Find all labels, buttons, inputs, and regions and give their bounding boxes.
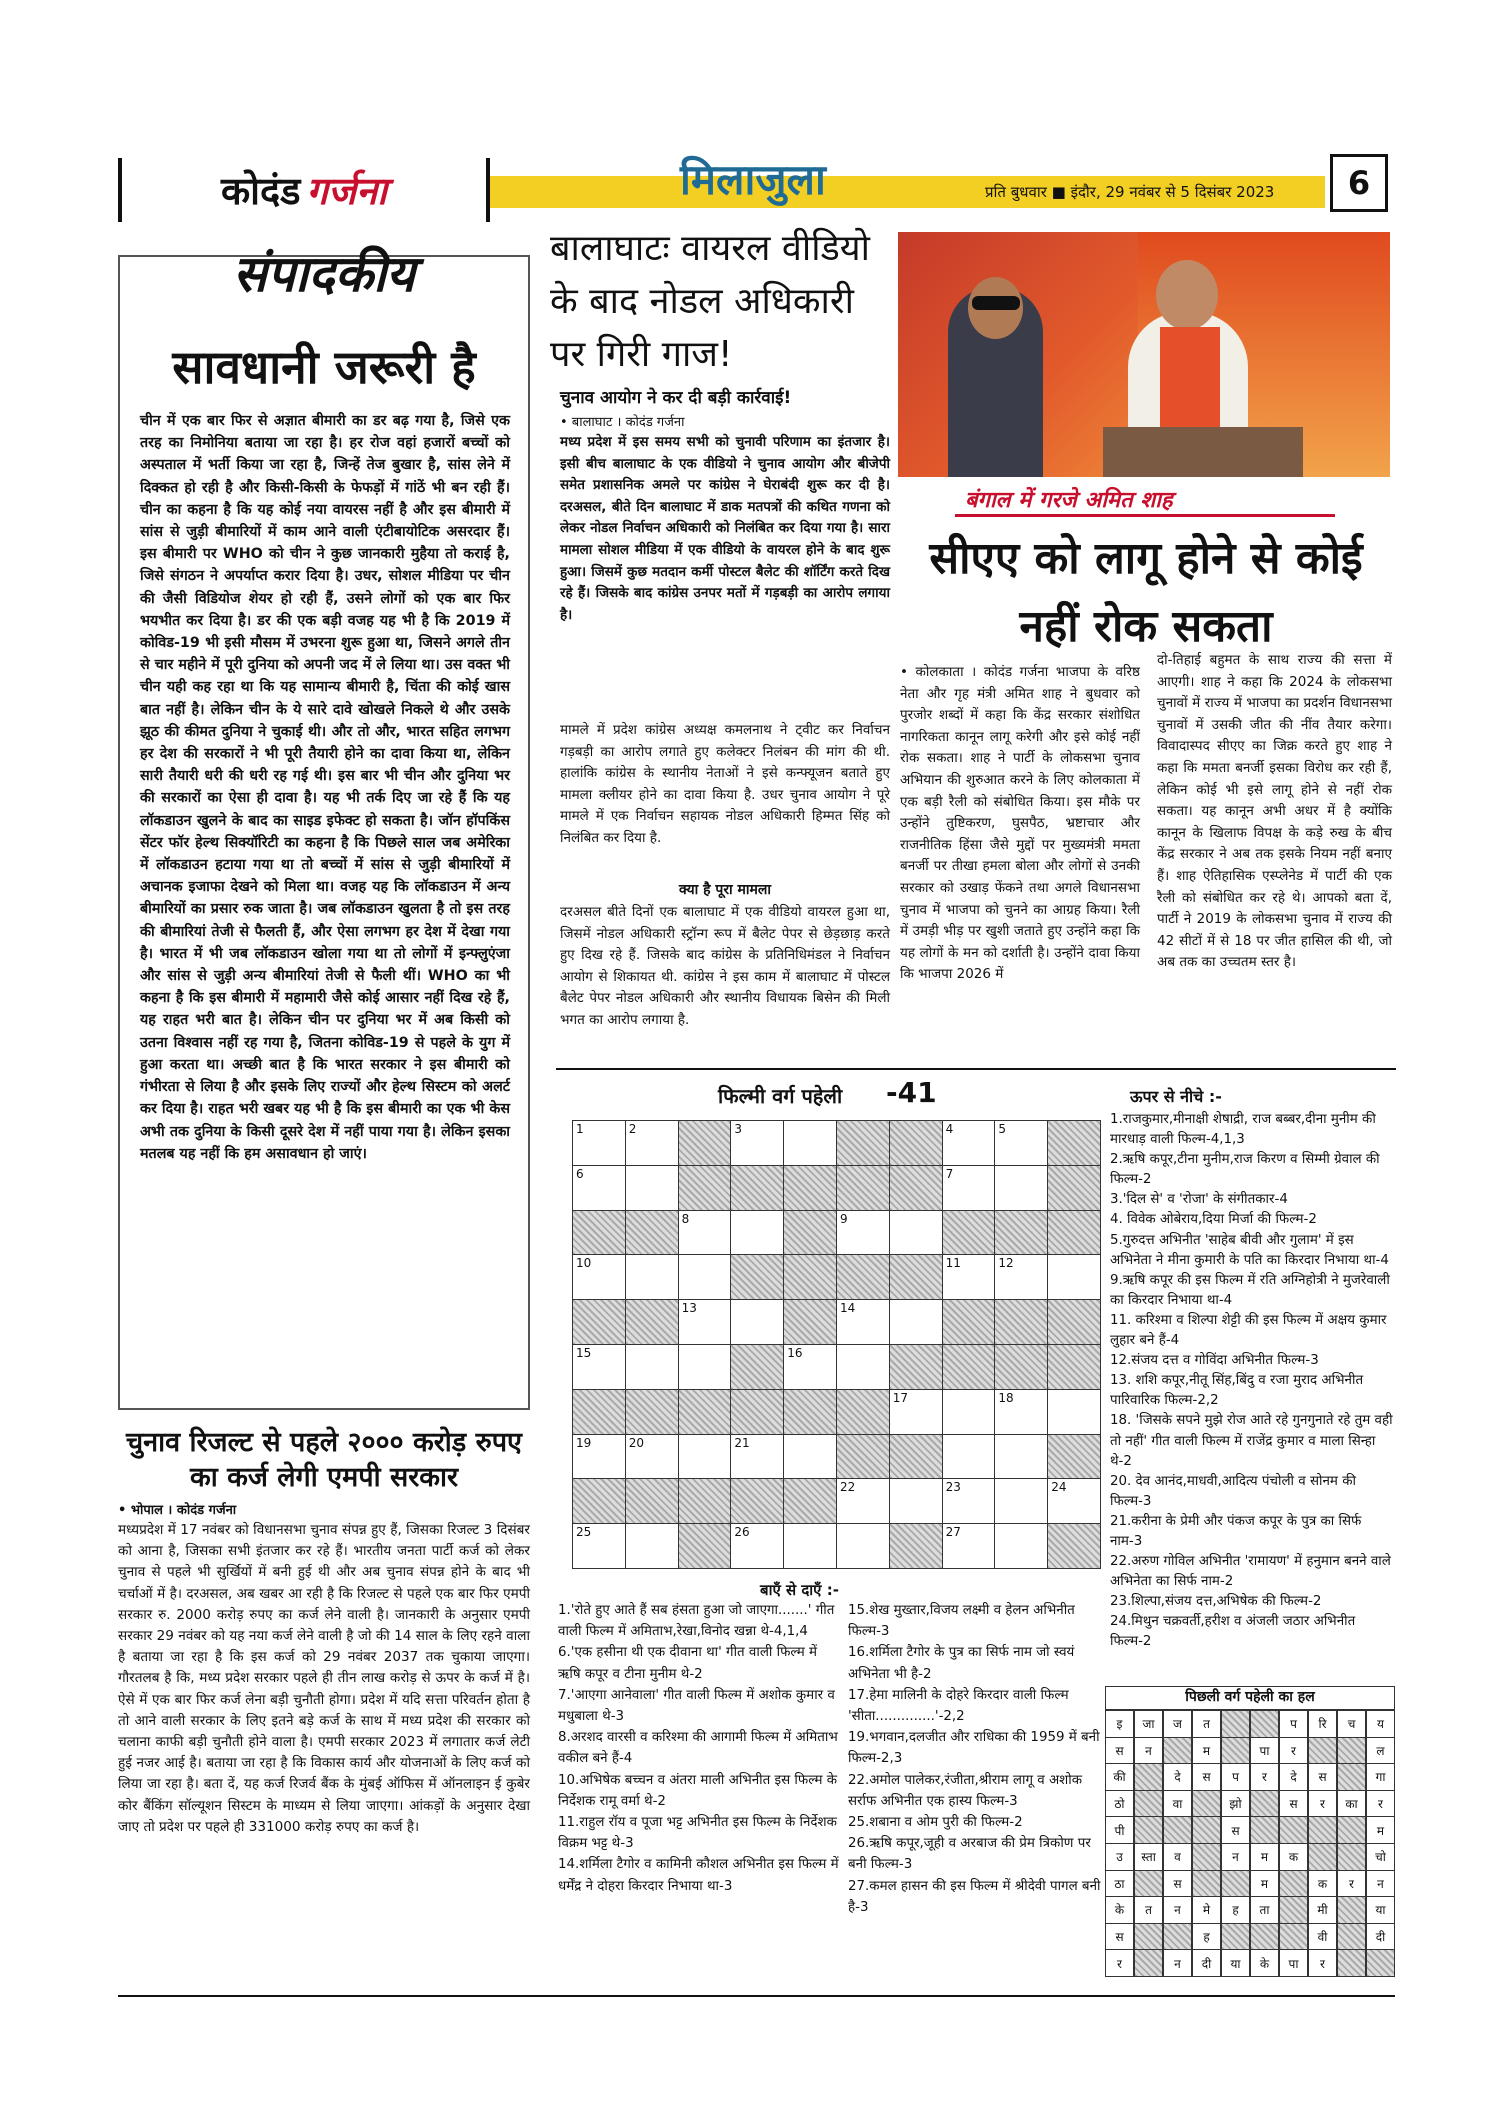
clue-item: 1.'रोते हुए आते हैं सब हंसता हुआ जो जाएगा.......' गीत वाली फिल्म में अमिताभ,रेखा,विनोद खन्ना थे-4,1,4 (558, 1603, 835, 1640)
solution-cell: म (1250, 1843, 1279, 1871)
crossword-cell (625, 1210, 679, 1256)
solution-cell: र (1308, 1790, 1337, 1818)
solution-cell: म (1366, 1816, 1395, 1844)
clue-item: 14.शर्मिला टैगोर व कामिनी कौशल अभिनीत इस फिल्म में धर्मेंद्र ने दोहरा किरदार निभाया था-3 (558, 1857, 839, 1894)
solution-cell (1134, 1763, 1163, 1791)
solution-cell: न (1366, 1870, 1395, 1898)
cell-number: 15 (576, 1346, 592, 1360)
solution-cell: ह (1221, 1896, 1250, 1924)
crossword-cell (942, 1254, 996, 1300)
cell-number: 2 (628, 1122, 637, 1136)
crossword-cell (994, 1120, 1048, 1166)
solution-cell (1279, 1896, 1308, 1924)
crossword-cell (889, 1120, 943, 1166)
crossword-cell (889, 1389, 943, 1435)
cell-number: 5 (998, 1122, 1007, 1136)
balaghat-byline: • बालाघाट । कोदंड गर्जना (560, 415, 685, 430)
shah-column-1: • कोलकाता । कोदंड गर्जना भाजपा के वरिष्ठ नेता और गृह मंत्री अमित शाह ने बुधवार को पुरजोर शब्दों में कहा कि केंद्र सरकार संशोधित नागरिकता कानून लागू करेगी और इसे कोई नहीं रोक सकता। शाह ने पार्टी के लोकसभा चुनाव अभियान की शुरुआत करने के लिए कोलकाता में एक बड़ी रैली को संबोधित किया। इस मौके पर उन्होंने तुष्टिकरण, घुसपैठ, भ्रष्टाचार और राजनीतिक हिंसा जैसे मुद्दों पर मुख्यमंत्री ममता बनर्जी पर तीखा हमला बोला और लोगों से उनकी सरकार को उखाड़ फेंकने तथा अगले विधानसभा चुनाव में भाजपा को चुनने का आग्रह किया। रैली में उमड़ी भीड़ पर खुशी जताते हुए उन्होंने कहा कि यह लोगों के मन को दर्शाती है। उन्होंने दावा किया कि भाजपा 2026 में (900, 664, 1140, 983)
clue-item: 6.'एक हसीना थी एक दीवाना था' गीत वाली फिल्म में ऋषि कपूर व टीना मुनीम थे-2 (558, 1645, 817, 1682)
clue-item: 22.अरुण गोविल अभिनीत 'रामायण' में हनुमान बनने वाले अभिनेता का सिर्फ नाम-2 (1110, 1554, 1391, 1590)
crossword-number: -41 (886, 1076, 937, 1109)
solution-cell (1308, 1816, 1337, 1844)
solution-cell (1163, 1923, 1192, 1951)
solution-cell (1337, 1737, 1366, 1765)
clue-item: 1.राजकुमार,मीनाक्षी शेषाद्री, राज बब्बर,दीना मुनीम की मारधाड़ वाली फिल्म-4,1,3 (1110, 1112, 1376, 1148)
crossword-cell (730, 1165, 784, 1211)
crossword-cell (889, 1299, 943, 1345)
cell-number: 24 (1051, 1480, 1067, 1495)
cell-number: 11 (945, 1256, 961, 1271)
crossword-cell (678, 1523, 732, 1569)
crossword-cell (942, 1299, 996, 1345)
cell-number: 13 (681, 1301, 697, 1316)
kicker-underline (955, 514, 1335, 517)
solution-cell: के (1105, 1896, 1134, 1924)
crossword-cell (1047, 1254, 1101, 1300)
crossword-cell (1047, 1389, 1101, 1435)
crossword-cell (1047, 1344, 1101, 1390)
solution-cell: रि (1308, 1710, 1337, 1738)
solution-cell: ता (1250, 1896, 1279, 1924)
clue-item: 26.ऋषि कपूर,जूही व अरबाज की प्रेम त्रिकोण पर बनी फिल्म-3 (848, 1836, 1091, 1873)
cell-number: 1 (576, 1122, 584, 1136)
across-clues-left (558, 1600, 843, 1897)
solution-cell: दे (1279, 1763, 1308, 1791)
crossword-cell (678, 1254, 732, 1300)
solution-cell: दी (1366, 1923, 1395, 1951)
crossword-cell (625, 1299, 679, 1345)
cell-number: 17 (892, 1390, 909, 1405)
mp-story-body: मध्यप्रदेश में 17 नवंबर को विधानसभा चुनाव संपन्न हुए हैं, जिसका रिजल्ट 3 दिसंबर को आना है, जिसका सभी इंतजार कर रहे हैं। भारतीय जनता पार्टी कर्ज को लेकर चुनाव से पहले भी सुर्खियों में बनी हुई थी और अब चुनाव संपन्न होने के बाद भी चर्चाओं में है। दरअसल, अब खबर आ रही है कि रिजल्ट से पहले एक बार फिर एमपी सरकार रु. 2000 करोड़ रुपए का कर्ज लेने वाली है। जानकारी के अनुसार एमपी सरकार 29 नवंबर को यह नया कर्ज लेने वाली है जो की 14 साल के लिए रहने वाला है बताया जा रहा है कि इस कर्ज को 29 नवंबर 2037 तक चुकाया जाएगा। गौरतलब है कि, मध्य प्रदेश सरकार पहले ही तीन लाख करोड़ से ऊपर के कर्ज में है। ऐसे में एक बार फिर कर्ज लेना बड़ी चुनौती होगा। प्रदेश में यदि सत्ता परिवर्तन होता है तो आने वाली सरकार के लिए इतने बड़े कर्ज के साथ में मध्य प्रदेश की सरकार को चलाना काफी बड़ी चुनौती होने वाला है। एमपी सरकार 2023 में लगातार कर्ज लेटी हुई नजर आई है। बताया जा रहा है कि विकास कार्य और योजनाओं के लिए कर्ज को लिया जा रहा है। बता दें, यह कर्ज रिजर्व बैंक के मुंबई ऑफिस में ऑनलाइन ई कुबेर कोर बैंकिंग सॉल्यूशन सिस्टम के माध्यम से लिया जाएगा। आंकड़ों के अनुसार देखा जाए तो प्रदेश पर पहले ही 331000 करोड़ रुपए का कर्ज है। (118, 1522, 530, 1835)
solution-cell (1308, 1843, 1337, 1871)
brand-part2: गर्जना (306, 169, 388, 213)
solution-cell: र (1250, 1763, 1279, 1791)
balaghat-lead: मध्य प्रदेश में इस समय सभी को चुनावी परिणाम का इंतजार है। इसी बीच बालाघाट के एक वीडियो ने चुनाव आयोग और बीजेपी समेत प्रशासनिक अमले पर कांग्रेस ने घेराबंदी शुरू कर दी है। दरअसल, बीते दिन बालाघाट में डाक मतपत्रों की कथित गणना को लेकर नोडल निर्वाचन अधिकारी को निलंबित कर दिया गया है। सारा मामला सोशल मीडिया में एक वीडियो के वायरल होने के बाद शुरू हुआ। जिसमें कुछ मतदान कर्मी पोस्टल बैलेट की शॉर्टिंग करते दिख रहे हैं। जिसके बाद कांग्रेस उनपर मतों में गड़बड़ी का आरोप लगाया है। (560, 434, 890, 623)
solution-cell: स (1221, 1816, 1250, 1844)
solution-cell: प (1221, 1763, 1250, 1791)
crossword-cell (678, 1434, 732, 1480)
crossword-cell (836, 1523, 890, 1569)
solution-cell (1134, 1870, 1163, 1898)
solution-cell (1337, 1896, 1366, 1924)
crossword-cell (836, 1165, 890, 1211)
across-clues-title: बाएँ से दाएँ :- (760, 1581, 839, 1599)
clue-item: 5.गुरुदत्त अभिनीत 'साहेब बीवी और गुलाम' में इस अभिनेता ने मीना कुमारी के पति का किरदार निभाया था-4 (1110, 1232, 1389, 1268)
crossword-cell (625, 1434, 679, 1480)
crossword-cell (942, 1389, 996, 1435)
crossword-cell (942, 1523, 996, 1569)
solution-cell: च (1337, 1710, 1366, 1738)
cell-number: 12 (998, 1256, 1014, 1271)
solution-cell: ह (1192, 1923, 1221, 1951)
across-clues-right (848, 1600, 1106, 1918)
crossword-cell (1047, 1299, 1101, 1345)
crossword-cell (730, 1120, 784, 1166)
crossword-cell (783, 1389, 837, 1435)
crossword-cell (625, 1523, 679, 1569)
editorial-title: सावधानी जरूरी है (172, 340, 476, 394)
crossword-cell (783, 1523, 837, 1569)
solution-cell: ज (1163, 1710, 1192, 1738)
crossword-cell (730, 1210, 784, 1256)
crossword-cell (836, 1389, 890, 1435)
solution-cell: मे (1192, 1896, 1221, 1924)
shah-column-2: दो-तिहाई बहुमत के साथ राज्य की सत्ता में आएगी। शाह ने कहा कि 2024 के लोकसभा चुनावों में राज्य में भाजपा का प्रदर्शन विधानसभा चुनावों में उसकी जीत की नींव तैयार करेगा। विवादास्पद सीएए का जिक्र करते हुए शाह ने कहा कि ममता बनर्जी इसका विरोध कर रही हैं, लेकिन कोई भी इसे लागू होने से नहीं रोक सकता। यह कानून अभी अधर में है क्योंकि कानून के खिलाफ विपक्ष के कड़े रुख के बीच केंद्र सरकार ने अब तक इसके नियम नहीं बनाए हैं। शाह ऐतिहासिक एस्प्लेनेड में पार्टी की एक रैली को संबोधित कर रहे थे। आपको बता दें, पार्टी ने 2019 के लोकसभा चुनाव में राज्य की 42 सीटों में से 18 पर जीत हासिल की थी, जो अब तक का उच्चतम स्तर है। (1157, 652, 1392, 971)
solution-cell: के (1250, 1949, 1279, 1977)
solution-cell (1192, 1790, 1221, 1818)
crossword-cell (1047, 1523, 1101, 1569)
crossword-cell (994, 1344, 1048, 1390)
crossword-top-rule (556, 1068, 1396, 1070)
crossword-cell (678, 1389, 732, 1435)
clue-item: 13. शशि कपूर,नीतू सिंह,बिंदु व रजा मुराद अभिनीत पारिवारिक फिल्म-2,2 (1110, 1373, 1364, 1409)
solution-cell: ल (1366, 1737, 1395, 1765)
crossword-cell (678, 1344, 732, 1390)
solution-cell (1279, 1816, 1308, 1844)
crossword-cell (625, 1165, 679, 1211)
cell-number: 10 (576, 1256, 592, 1271)
solution-cell (1337, 1763, 1366, 1791)
cell-number: 9 (840, 1211, 848, 1226)
clue-item: 25.शबाना व ओम पुरी की फिल्म-2 (848, 1815, 1023, 1831)
crossword-cell (836, 1299, 890, 1345)
crossword-cell (942, 1478, 996, 1524)
crossword-grid (572, 1120, 1100, 1568)
rally-photo (898, 232, 1390, 477)
solution-cell: ठा (1105, 1870, 1134, 1898)
solution-cell (1134, 1816, 1163, 1844)
crossword-cell (942, 1434, 996, 1480)
solution-cell: य (1366, 1710, 1395, 1738)
crossword-cell (994, 1434, 1048, 1480)
solution-cell: स्ता (1134, 1843, 1163, 1871)
cell-number: 8 (681, 1211, 690, 1226)
crossword-cell (889, 1165, 943, 1211)
crossword-cell (678, 1120, 732, 1166)
crossword-cell (1047, 1434, 1101, 1480)
solution-cell (1279, 1870, 1308, 1898)
solution-cell: जा (1134, 1710, 1163, 1738)
crossword-cell (572, 1344, 626, 1390)
crossword-cell (783, 1165, 837, 1211)
crossword-cell (783, 1299, 837, 1345)
crossword-cell (889, 1478, 943, 1524)
solution-cell: न (1163, 1949, 1192, 1977)
solution-cell: इ (1105, 1710, 1134, 1738)
crossword-cell (572, 1165, 626, 1211)
cell-number: 20 (628, 1435, 645, 1450)
solution-cell (1250, 1816, 1279, 1844)
clue-item: 17.हेमा मालिनी के दोहरे किरदार वाली फिल्म 'सीता..............'-2,2 (848, 1687, 1069, 1725)
crossword-cell (730, 1523, 784, 1569)
solution-cell: स (1163, 1870, 1192, 1898)
solution-cell: र (1308, 1949, 1337, 1977)
solution-cell (1337, 1816, 1366, 1844)
solution-cell: र (1279, 1737, 1308, 1765)
clue-item: 27.कमल हासन की इस फिल्म में श्रीदेवी पागल बनी है-3 (848, 1878, 1101, 1915)
dateline: प्रति बुधवार ■ इंदौर, 29 नवंबर से 5 दिसंबर 2023 (985, 183, 1275, 201)
solution-cell: ठो (1105, 1790, 1134, 1818)
crossword-cell (625, 1478, 679, 1524)
solution-cell: मी (1308, 1896, 1337, 1924)
cell-number: 14 (840, 1301, 856, 1316)
solution-cell: स (1105, 1737, 1134, 1765)
solution-cell: व (1163, 1843, 1192, 1871)
solution-cell: र (1366, 1790, 1395, 1818)
solution-cell: म (1192, 1737, 1221, 1765)
solution-cell (1134, 1949, 1163, 1977)
crossword-cell (942, 1210, 996, 1256)
crossword-cell (836, 1120, 890, 1166)
crossword-cell (1047, 1210, 1101, 1256)
crossword-cell (572, 1523, 626, 1569)
clue-item: 11. करिश्मा व शिल्पा शेट्टी की इस फिल्म में अक्षय कुमार लुहार बने हैं-4 (1110, 1312, 1387, 1349)
crossword-cell (783, 1254, 837, 1300)
clue-item: 15.शेख मुख्तार,विजय लक्ष्मी व हेलन अभिनीत फिल्म-3 (848, 1603, 1075, 1640)
solution-cell (1250, 1923, 1279, 1951)
crossword-cell (783, 1478, 837, 1524)
solution-cell: स (1192, 1763, 1221, 1791)
crossword-cell (994, 1299, 1048, 1345)
solution-cell: प (1279, 1710, 1308, 1738)
clue-item: 11.राहुल रॉय व पूजा भट्ट अभिनीत इस फिल्म के निर्देशक विक्रम भट्ट थे-3 (558, 1815, 837, 1852)
crossword-cell (942, 1165, 996, 1211)
cell-number: 21 (734, 1435, 750, 1450)
clue-item: 9.ऋषि कपूर की इस फिल्म में रति अग्निहोत्री ने मुजरेवाली का किरदार निभाया था-4 (1110, 1272, 1390, 1308)
crossword-cell (994, 1210, 1048, 1256)
cell-number: 25 (576, 1525, 592, 1540)
crossword-cell (572, 1389, 626, 1435)
solution-cell: क (1279, 1843, 1308, 1871)
solution-cell (1163, 1737, 1192, 1765)
solution-cell: र (1337, 1870, 1366, 1898)
solution-cell: या (1366, 1896, 1395, 1924)
solution-cell (1192, 1870, 1221, 1898)
clue-item: 10.अभिषेक बच्चन व अंतरा माली अभिनीत इस फिल्म के निर्देशक रामू वर्मा थे-2 (558, 1772, 838, 1809)
crossword-cell (572, 1254, 626, 1300)
solution-cell (1308, 1737, 1337, 1765)
solution-cell: पा (1250, 1737, 1279, 1765)
solution-cell (1337, 1923, 1366, 1951)
crossword-cell (730, 1389, 784, 1435)
cell-number: 23 (945, 1480, 961, 1495)
clue-item: 19.भगवान,दलजीत और राधिका की 1959 में बनी फिल्म-2,3 (848, 1730, 1100, 1767)
solution-grid (1105, 1686, 1395, 1976)
crossword-cell (836, 1344, 890, 1390)
cell-number: 7 (945, 1166, 954, 1181)
solution-cell: वा (1163, 1790, 1192, 1818)
crossword-cell (572, 1434, 626, 1480)
shah-kicker: बंगाल में गरजे अमित शाह (965, 488, 1173, 513)
crossword-cell (994, 1254, 1048, 1300)
cell-number: 18 (998, 1390, 1014, 1405)
solution-cell: स (1279, 1790, 1308, 1818)
balaghat-para2: मामले में प्रदेश कांग्रेस अध्यक्ष कमलनाथ ने ट्वीट कर निर्वाचन गड़बड़ी का आरोप लगाते हुए कलेक्टर निलंबन की मांग की थी. हालांकि कांग्रेस के स्थानीय नेताओं ने इसे कन्फ्यूजन बताते हुए मामला क्लीयर होने का दावा किया है. उधर चुनाव आयोग ने पूरे मामले में एक निर्वाचन सहायक नोडल अधिकारी हिम्मत सिंह को निलंबित कर दिया है. (560, 722, 890, 846)
clue-item: 16.शर्मिला टैगोर के पुत्र का सिर्फ नाम जो स्वयं अभिनेता भी है-2 (848, 1645, 1075, 1682)
crossword-cell (994, 1478, 1048, 1524)
crossword-cell (730, 1299, 784, 1345)
crossword-cell (678, 1299, 732, 1345)
solution-cell (1134, 1790, 1163, 1818)
crossword-cell (889, 1254, 943, 1300)
solution-cell (1337, 1949, 1366, 1977)
page-number: 6 (1330, 154, 1388, 212)
clue-item: 4. विवेक ओबेराय,दिया मिर्जा की फिल्म-2 (1110, 1212, 1317, 1228)
solution-cell: उ (1105, 1843, 1134, 1871)
balaghat-title: बालाघाटः वायरल वीडियो के बाद नोडल अधिकारी पर गिरी गाज! (550, 228, 870, 375)
crossword-cell (730, 1344, 784, 1390)
crossword-cell (783, 1210, 837, 1256)
clue-item: 2.ऋषि कपूर,टीना मुनीम,राज किरण व सिम्मी ग्रेवाल की फिल्म-2 (1110, 1152, 1380, 1188)
balaghat-subhead: क्या है पूरा मामला (678, 882, 772, 898)
solution-cell: झो (1221, 1790, 1250, 1818)
solution-cell: त (1192, 1710, 1221, 1738)
solution-cell (1221, 1737, 1250, 1765)
solution-cell (1366, 1949, 1395, 1977)
crossword-cell (942, 1120, 996, 1166)
solution-cell: दे (1163, 1763, 1192, 1791)
solution-cell: स (1308, 1763, 1337, 1791)
crossword-cell (572, 1210, 626, 1256)
cell-number: 26 (734, 1525, 750, 1540)
crossword-cell (783, 1120, 837, 1166)
crossword-cell (678, 1478, 732, 1524)
clue-item: 3.'दिल से' व 'रोजा' के संगीतकार-4 (1110, 1192, 1288, 1208)
solution-cell (1134, 1923, 1163, 1951)
crossword-cell (625, 1389, 679, 1435)
crossword-cell (1047, 1165, 1101, 1211)
clue-item: 22.अमोल पालेकर,रंजीता,श्रीराम लागू व अशोक सर्राफ अभिनीत एक हास्य फिल्म-3 (848, 1772, 1083, 1809)
solution-cell: म (1250, 1870, 1279, 1898)
clue-item: 7.'आएगा आनेवाला' गीत वाली फिल्म में अशोक कुमार व मधुबाला थे-3 (558, 1687, 835, 1725)
mp-story-byline: • भोपाल । कोदंड गर्जना (118, 1503, 237, 1518)
clue-item: 23.शिल्पा,संजय दत्त,अभिषेक की फिल्म-2 (1110, 1594, 1322, 1610)
solution-cell: दी (1192, 1949, 1221, 1977)
crossword-cell (625, 1254, 679, 1300)
crossword-cell (678, 1210, 732, 1256)
clue-item: 21.करीना के प्रेमी और पंकज कपूर के पुत्र का सिर्फ नाम-3 (1110, 1513, 1362, 1549)
crossword-cell (836, 1254, 890, 1300)
crossword-cell (730, 1478, 784, 1524)
solution-cell (1221, 1923, 1250, 1951)
solution-cell: न (1221, 1843, 1250, 1871)
solution-cell: क (1308, 1870, 1337, 1898)
solution-cell: की (1105, 1763, 1134, 1791)
cell-number: 16 (787, 1346, 803, 1360)
solution-cell: चो (1366, 1843, 1395, 1871)
crossword-cell (1047, 1478, 1101, 1524)
solution-cell (1250, 1790, 1279, 1818)
solution-cell: या (1221, 1949, 1250, 1977)
editorial-label: संपादकीय (232, 245, 416, 303)
solution-cell: स (1105, 1923, 1134, 1951)
crossword-cell (994, 1523, 1048, 1569)
balaghat-para3: दरअसल बीते दिनों एक बालाघाट में एक वीडियो वायरल हुआ था, जिसमें नोडल अधिकारी स्ट्रॉन्ग रूप में बैलेट पेपर से छेड़छाड़ करते हुए दिख रहे हैं. जिसके बाद कांग्रेस के प्रतिनिधिमंडल ने निर्वाचन आयोग से शिकायत थी. कांग्रेस ने इस काम में बालाघाट में पोस्टल बैलेट पेपर नोडल अधिकारी और स्थानीय विधायक बिसेन की मिली भगत का आरोप लगाया है. (560, 904, 890, 1028)
cell-number: 19 (576, 1435, 592, 1450)
solution-cell: गा (1366, 1763, 1395, 1791)
cell-number: 22 (840, 1480, 856, 1495)
clue-item: 8.अरशद वारसी व करिश्मा की आगामी फिल्म में अमिताभ वकील बने हैं-4 (558, 1730, 838, 1767)
shah-title: सीएए को लागू होने से कोई नहीं रोक सकता (929, 533, 1363, 652)
balaghat-subtitle: चुनाव आयोग ने कर दी बड़ी कार्रवाई! (560, 388, 792, 408)
crossword-cell (889, 1210, 943, 1256)
solution-cell: न (1163, 1896, 1192, 1924)
editorial-body: चीन में एक बार फिर से अज्ञात बीमारी का डर बढ़ गया है, जिसे एक तरह का निमोनिया बताया जा रहा है। हर रोज वहां हजारों बच्चों को अस्पताल में भर्ती किया जा रहा है, जिन्हें तेज बुखार है, सांस लेने में दिक्कत हो रही है और किसी-किसी के फेफड़ों में गांठें भी बन रही हैं। चीन का कहना है कि यह कोई नया वायरस नहीं है और इस बीमारी में सांस से जुड़ी बीमारियों में काम आने वाली एंटीबायोटिक असरदार हैं। इस बीमारी पर WHO को चीन ने कुछ जानकारी मुहैया तो कराई है, जिसे संगठन ने अपर्याप्त करार दिया है। उधर, सोशल मीडिया पर चीन की जैसी विडियोज शेयर हो रही हैं, उसने लोगों को एक बार फिर भयभीत कर दिया है। डर की एक बड़ी वजह यह भी है कि 2019 में कोविड-19 भी इसी मौसम में उभरना शुरू हुआ था, जिसने अगले तीन से चार महीने में पूरी दुनिया को अपनी जद में ले लिया था। उस वक्त भी चीन यही कह रहा था कि यह सामान्य बीमारी है, चिंता की कोई खास बात नहीं है। लेकिन चीन के ये सारे दावे खोखले निकले थे और उसके झूठ की कीमत दुनिया ने चुकाई थी। और तो और, भारत सहित लगभग हर देश की सरकारों ने भी पूरी तैयारी होने का दावा किया था, लेकिन सारी तैयारी धरी की धरी रह गई थी। इस बार भी चीन और दुनिया भर की सरकारों का ऐसा ही दावा है। यह भी तर्क दिए जा रहे हैं कि यह लॉकडाउन खुलने के बाद का साइड इफेक्ट हो सकता है। जॉन हॉपकिंस सेंटर फॉर हेल्थ सिक्यॉरिटी का कहना है कि पिछले साल जब अमेरिका में लॉकडाउन हटाया गया था तो बच्चों में सांस से जुड़ी बीमारियों में अचानक इजाफा देखने को मिला था। वजह यह कि लॉकडाउन में अन्य बीमारियों का प्रसार रुक जाता है। जब लॉकडाउन खुलता है तो इस तरह की बीमारियां तेजी से फैलती हैं, और ऐसा लगभग हर देश में देखा गया है। भारत में भी जब लॉकडाउन खोला गया था तो लोगों में इन्फ्लुएंजा और सांस से जुड़ी अन्य बीमारियां तेजी से फैली थीं। WHO का भी कहना है कि इस बीमारी में महामारी जैसे कोई आसार नहीं दिख रहे हैं, यह राहत भरी बात है। लेकिन चीन पर दुनिया भर में अब किसी को उतना विश्वास नहीं रह गया है, जितना कोविड-19 से पहले के युग में हुआ करता था। अच्छी बात है कि भारत सरकार ने इस बीमारी को गंभीरता से लिया है और इसके लिए राज्यों और हेल्थ सिस्टम को अलर्ट कर दिया है। राहत भरी खबर यह भी है कि इस बीमारी का एक भी केस अभी तक दुनिया के किसी दूसरे देश में नहीं पाया गया है। लेकिन इसका मतलब यह नहीं कि हम असावधान हो जाएं। (140, 413, 510, 1162)
crossword-cell (783, 1344, 837, 1390)
clue-item: 24.मिथुन चक्रवर्ती,हरीश व अंजली जठार अभिनीत फिल्म-2 (1110, 1614, 1356, 1650)
crossword-cell (783, 1434, 837, 1480)
crossword-cell (572, 1120, 626, 1166)
solution-cell: त (1134, 1896, 1163, 1924)
solution-cell (1192, 1816, 1221, 1844)
crossword-cell (625, 1120, 679, 1166)
cell-number: 3 (734, 1122, 743, 1136)
crossword-cell (836, 1210, 890, 1256)
crossword-cell (994, 1165, 1048, 1211)
crossword-cell (889, 1523, 943, 1569)
solution-cell (1163, 1816, 1192, 1844)
solution-cell (1221, 1710, 1250, 1738)
solution-cell (1221, 1870, 1250, 1898)
crossword-cell (572, 1478, 626, 1524)
solution-cell: पी (1105, 1816, 1134, 1844)
solution-cell (1337, 1843, 1366, 1871)
solution-cell: पा (1279, 1949, 1308, 1977)
solution-cell: न (1134, 1737, 1163, 1765)
crossword-cell (942, 1344, 996, 1390)
crossword-cell (730, 1434, 784, 1480)
crossword-cell (889, 1344, 943, 1390)
crossword-cell (625, 1344, 679, 1390)
solution-cell (1279, 1923, 1308, 1951)
clue-item: 12.संजय दत्त व गोविंदा अभिनीत फिल्म-3 (1110, 1353, 1319, 1369)
crossword-cell (836, 1478, 890, 1524)
solution-cell: र (1105, 1949, 1134, 1977)
crossword-cell (572, 1299, 626, 1345)
solution-cell: वी (1308, 1923, 1337, 1951)
crossword-cell (836, 1434, 890, 1480)
crossword-cell (1047, 1120, 1101, 1166)
crossword-cell (994, 1389, 1048, 1435)
crossword-cell (730, 1254, 784, 1300)
cell-number: 6 (576, 1166, 584, 1181)
cell-number: 27 (945, 1525, 961, 1540)
brand-part1: कोदंड (220, 169, 301, 213)
cell-number: 4 (945, 1122, 954, 1136)
down-clues (1110, 1110, 1395, 1653)
section-title: मिलाजुला (680, 155, 826, 204)
clue-item: 20. देव आनंद,माधवी,आदित्य पंचोली व सोनम की फिल्म-3 (1110, 1473, 1356, 1509)
down-clues-title: ऊपर से नीचे :- (1130, 1087, 1222, 1106)
page-bottom-rule (118, 1995, 1395, 1997)
crossword-cell (678, 1165, 732, 1211)
mp-story-title: चुनाव रिजल्ट से पहले २००० करोड़ रुपए का कर्ज लेगी एमपी सरकार (125, 1427, 522, 1493)
solution-cell (1192, 1843, 1221, 1871)
solution-title: पिछली वर्ग पहेली का हल (1105, 1686, 1395, 1710)
brand-logo (118, 158, 490, 222)
crossword-title: फिल्मी वर्ग पहेली (718, 1084, 843, 1108)
solution-cell: का (1337, 1790, 1366, 1818)
crossword-cell (889, 1434, 943, 1480)
clue-item: 18. 'जिसके सपने मुझे रोज आते रहे गुनगुनाते रहे तुम वही तो नहीं' गीत वाली फिल्म में राजेंद्र कुमार व माला सिन्हा थे-2 (1110, 1413, 1393, 1469)
solution-cell (1250, 1710, 1279, 1738)
